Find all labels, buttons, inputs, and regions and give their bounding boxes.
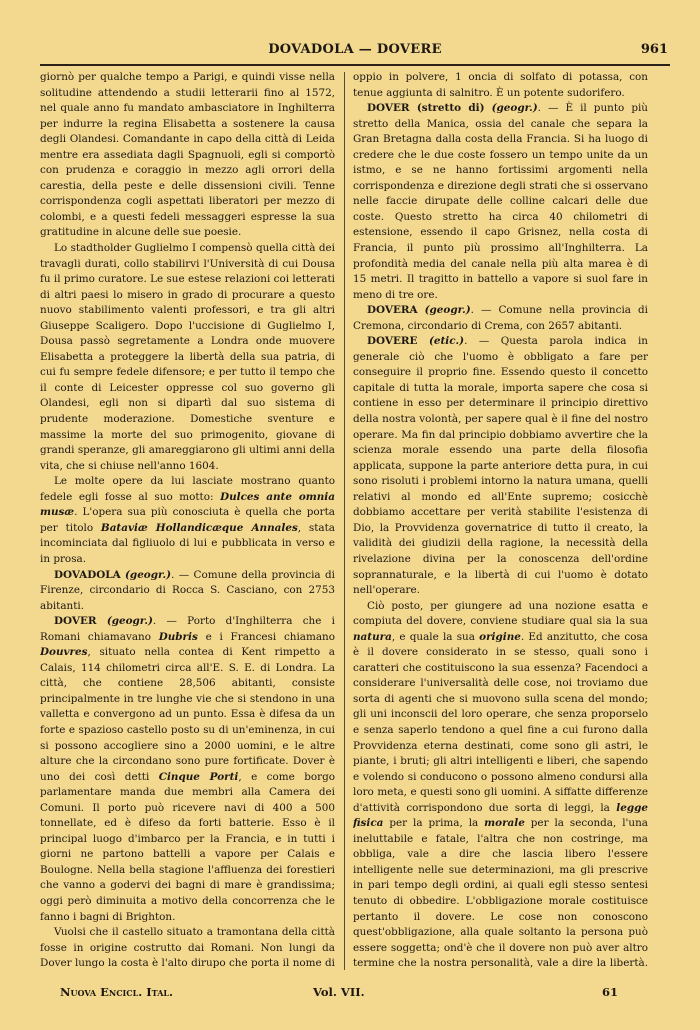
entry-tag: (geogr.) (106, 615, 153, 628)
header-title: DOVADOLA — DOVERE (268, 42, 442, 57)
text-run: Vuolsi che il castello situato a tramontana della città fosse in origine costrutto dai Romani. Non lungi da Dover lungo la costa è l'alto dirupo che porta il nome di (40, 926, 335, 970)
text-run: . L'opera sua più conosciuta è quella che porta per titolo (40, 506, 335, 534)
entry-headword: DOVERA (367, 304, 418, 317)
text-run: , e quale la sua (391, 630, 480, 643)
right-column (353, 70, 648, 972)
entry-headword: DOVER (54, 615, 97, 628)
entry-headword: DOVERE (367, 335, 418, 348)
french-name: Douvres (40, 646, 88, 659)
entry-dover (40, 614, 335, 925)
paragraph: Lo stadtholder Guglielmo I compensò quella città dei travagli durati, collo stabilirvi l'Università di cui Dousa fu il primo curatore. Le sue estese relazioni coi letterati di altri paesi lo misero in grado di procurare a questo nuovo stabilimento valenti professori, e tra gli altri Giuseppe Scaligero. Dopo l'uccisione di Guglielmo I, Dousa passò segretamente a Londra onde muovere Elisabetta a proteggere la libertà della sua patria, di cui fu sempre fedele difensore; e per tutto il tempo che il conte di Leicester oppresse col suo governo gli Olandesi, egli non si dipartì dal suo sistema di prudente moderazione. Domestiche sventure e massime la morte del suo primogenito, giovane di grandi speranze, gli amareggiarono gli ultimi anni della vita, che si chiuse nell'anno 1604. (40, 242, 335, 472)
term-legge-fisica: legge fisica (353, 801, 648, 830)
entry-text: . — Comune nella provincia di Cremona, circondario di Crema, con 2657 abitanti. (353, 304, 648, 332)
paragraph (40, 925, 335, 972)
entry-tag: (geogr.) (424, 304, 471, 317)
paragraph (353, 599, 648, 972)
footer-signature: 61 (601, 985, 618, 999)
latin-name: Dubris (158, 630, 198, 643)
text-run: per la prima, la (383, 817, 485, 830)
page-number: 961 (640, 42, 668, 57)
cinque-porti: Cinque Porti (158, 770, 239, 783)
footer-volume: Vol. VII. (313, 985, 365, 999)
entry-text: , situato nella contea di Kent rimpetto a Calais, 114 chilometri circa all'E. S. E. di Londra. La città, che contiene 28,506 abitanti, consiste principalmente in tre lunghe vie che si stendono in una valletta e convergono ad un punto. Essa è difesa da un forte e spazioso castello posto su di un'eminenza, in cui si possono accogliere sino a 2000 uomini, e le altre alture che la circondano sono pure fortificate. Dover è uno dei così detti (40, 646, 335, 783)
text-run: , stata incominciata dal figliuolo di lui e pubblicata in verso e in prosa. (40, 521, 335, 565)
text-run: Le molte opere da lui lasciate mostrano quanto fedele egli fosse al suo motto: (40, 475, 335, 503)
entry-tag: (geogr.) (491, 102, 538, 115)
paragraph (40, 474, 335, 567)
column-divider (344, 72, 345, 970)
page-footer (40, 985, 670, 1005)
text-run: . Ed anzitutto, che cosa è il dovere considerato in se stesso, quali sono i caratteri che costituiscono la sua essenza? Facendoci a considerare l'universalità delle cose, noi troviamo due sorta di agenti che si muovono sulla scena del mondo; gli uni inconscii del loro operare, che senza proporselo e senza saperlo tendono a quel fine a cui furono dalla Provvidenza eterna destinati, come sono gli astri, le piante, i bruti; gli altri intelligenti e liberi, che sapendo e volendo si conducono o possono almeno condursi alla loro meta, e questi sono gli uomini. A siffatte differenze d'attività corrispondono due sorta di leggi, la (353, 630, 648, 814)
term-morale: morale (484, 817, 525, 830)
entry-text: . — È il punto più stretto della Manica, ossia del canale che separa la Gran Bretagna dalla costa della Francia. Si ha luogo di credere che le due coste fossero un tempo unite da un istmo, e se ne hanno fortissimi argomenti nella corrispondenza e direzione degli strati che si osservano nelle faccie dirupate delle colline calcari delle due coste. Questo stretto ha circa 40 chilometri di estensione, essendo il capo Grisnez, nella costa di Francia, il punto più prossimo all'Inghilterra. La profondità media del canale nella più alta marea è di 15 metri. Il tragitto in battello a vapore si suol fare in meno di tre ore. (353, 102, 648, 301)
entry-dovere (353, 334, 648, 598)
footer-publication: Nuova Encicl. Ital. (60, 985, 174, 999)
term-origine: origine (479, 630, 521, 643)
text-run: Ciò posto, per giungere ad una nozione esatta e compiuta del dovere, conviene studiare qual sia la sua (353, 599, 648, 628)
entry-text: . — Comune della provincia di Firenze, circondario di Rocca S. Casciano, con 2753 abitanti. (40, 568, 335, 612)
work-title: Bataviæ Hollandicæque Annales (100, 521, 298, 534)
entry-text: . — Porto d'Inghilterra che i Romani chiamavano (40, 615, 335, 643)
left-column (40, 70, 335, 972)
entry-text: e i Francesi chiamano (197, 630, 335, 643)
running-header (40, 42, 670, 66)
entry-dovadola (40, 568, 335, 615)
entry-headword: DOVER (stretto di) (367, 102, 485, 115)
motto: Dulces ante omnia musæ (40, 490, 335, 519)
term-natura: natura (353, 630, 392, 643)
paragraph: oppio in polvere, 1 oncia di solfato di potassa, con tenue aggiunta di salnitro. È un potente sudorifero. (353, 71, 648, 99)
entry-dovera (353, 303, 648, 334)
entry-text: , e come borgo parlamentare manda due membri alla Camera dei Comuni. Il porto può ricevere navi di 400 a 500 tonnellate, ed è difeso da forti batterie. Esso è il principal luogo d'imbarco per la Francia, e in tutti i giorni ne partono battelli a vapore per Calais e Boulogne. Nella bella stagione l'affluenza dei forestieri che vanno a godervi dei bagni di mare è grandissima; oggi però diminuita a motivo della concorrenza che le fanno i bagni di Brighton. (40, 770, 335, 923)
entry-dover-stretto (353, 101, 648, 303)
entry-tag: (geogr.) (125, 568, 172, 581)
entry-text: . — Questa parola indica in generale ciò che l'uomo è obbligato a fare per conseguire il proprio fine. Essendo questo il concetto capitale di tutta la morale, importa sapere che cosa si contiene in esso per determinare il principio direttivo della nostra volontà, per sapere qual è il fine del nostro operare. Ma fin dal principio dobbiamo avvertire che la scienza morale essendo una parte della filosofia applicata, suppone la parte anteriore detta pura, in cui sono risoluti i problemi intorno la natura umana, quelli relativi al mondo ed all'Ente supremo; cosicchè dobbiamo accettare per verità stabilite l'esistenza di Dio, la Provvidenza governatrice di tutto il creato, la validità dei giudizii della ragione, la necessità della rivelazione divina per la conoscenza dell'ordine soprannaturale, e la libertà di cui l'uomo è dotato nell'operare. (353, 335, 648, 597)
paragraph: giornò per qualche tempo a Parigi, e quindi visse nella solitudine attendendo a studii letterarii fino al 1572, nel quale anno fu mandato ambasciatore in Inghilterra per indurre la regina Elisabetta a sostenere la causa degli Olandesi. Comandante in capo della città di Leida mentre era assediata dagli Spagnuoli, egli si comportò con prudenza e coraggio in mezzo agli orrori della carestia, della peste e delle dissensioni civili. Tenne corrispondenza cogli aspettati liberatori per mezzo di colombi, e a questi fedeli messaggeri espresse la sua gratitudine in alcune delle sue poesie. (40, 71, 335, 239)
entry-tag: (etic.) (428, 335, 465, 348)
entry-headword: DOVADOLA (54, 568, 121, 581)
text-run: per la seconda, l'una ineluttabile e fatale, l'altra che non costringe, ma obbliga, vale a dire che lascia libero l'essere intelligente nelle sue determinazioni, ma gli prescrive in pari tempo degli ordini, ai quali egli stesso sentesi tenuto di obbedire. L'obbligazione morale costituisce pertanto il dovere. Le cose non conoscono quest'obbligazione, alla quale soltanto la persona può essere soggetta; ond'è che il dovere non può aver altro termine che la nostra personalità, vale a dire la libertà. (353, 817, 648, 970)
